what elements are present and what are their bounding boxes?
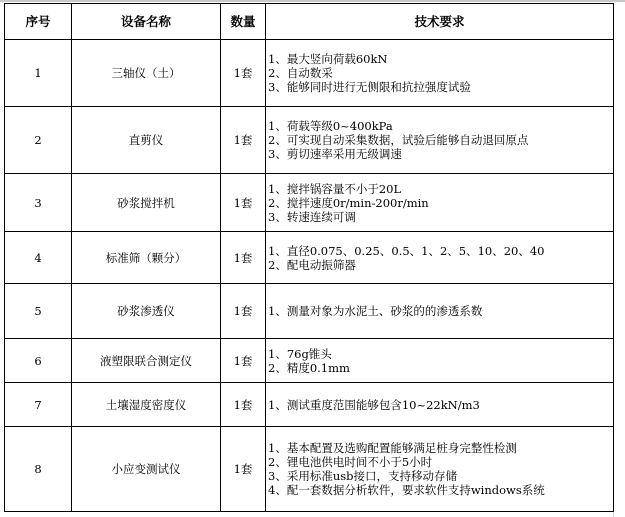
cell-requirements[interactable] [266, 427, 614, 512]
requirement-line: 1、测量对象为水泥土、砂浆的的渗透系数 [268, 304, 483, 318]
table-row [5, 107, 614, 174]
cell-qty[interactable]: 1套 [221, 232, 266, 284]
table-row [5, 427, 614, 512]
requirement-line: 2、锂电池供电时间不小于5小时 [268, 455, 433, 469]
cell-requirements[interactable] [266, 174, 614, 232]
cell-requirements[interactable] [266, 284, 614, 339]
requirement-line: 3、能够同时进行无侧限和抗拉强度试验 [268, 80, 471, 94]
cell-name[interactable]: 砂浆搅拌机 [72, 174, 221, 232]
cell-seq[interactable]: 6 [5, 339, 72, 383]
table-row [5, 174, 614, 232]
cell-qty[interactable]: 1套 [221, 284, 266, 339]
header-requirements[interactable]: 技术要求 [266, 4, 614, 40]
cell-seq[interactable]: 3 [5, 174, 72, 232]
requirement-line: 1、76g锥头 [268, 346, 332, 361]
requirement-line: 2、搅拌速度0r/min-200r/min [268, 195, 429, 210]
requirement-line: 2、精度0.1mm [268, 360, 350, 375]
cell-seq[interactable]: 4 [5, 232, 72, 284]
requirement-line: 3、剪切速率采用无级调速 [268, 147, 402, 161]
requirement-line: 2、配电动振筛器 [268, 257, 356, 272]
cell-qty[interactable]: 1套 [221, 339, 266, 383]
cell-name[interactable]: 直剪仪 [72, 107, 221, 174]
requirement-line: 2、可实现自动采集数据，试验后能够自动退回原点 [268, 133, 529, 147]
cell-seq[interactable]: 1 [5, 40, 72, 107]
table-row [5, 232, 614, 284]
cell-seq[interactable]: 2 [5, 107, 72, 174]
cell-qty[interactable]: 1套 [221, 383, 266, 427]
requirement-line: 1、搅拌锅容量不小于20L [268, 181, 402, 196]
requirement-line: 2、自动数采 [268, 66, 333, 80]
cell-name[interactable]: 砂浆渗透仪 [72, 284, 221, 339]
table-row [5, 383, 614, 427]
header-seq[interactable]: 序号 [5, 4, 72, 40]
requirement-line: 1、最大竖向荷载60kN [268, 52, 388, 66]
requirement-line: 3、采用标准usb接口，支持移动存储 [268, 469, 457, 483]
equipment-spec-table [4, 3, 614, 512]
header-qty[interactable]: 数量 [221, 4, 266, 40]
cell-requirements[interactable] [266, 383, 614, 427]
cell-requirements[interactable] [266, 107, 614, 174]
cell-seq[interactable]: 5 [5, 284, 72, 339]
requirement-line: 3、转速连续可调 [268, 209, 356, 224]
cell-requirements[interactable] [266, 40, 614, 107]
cell-seq[interactable]: 7 [5, 383, 72, 427]
header-name[interactable]: 设备名称 [72, 4, 221, 40]
requirement-line: 1、基本配置及选购配置能够满足桩身完整性检测 [268, 441, 517, 455]
table-row [5, 339, 614, 383]
top-divider [0, 0, 625, 2]
requirement-line: 1、测试重度范围能够包含10~22kN/m3 [268, 397, 480, 412]
cell-name[interactable]: 液塑限联合测定仪 [72, 339, 221, 383]
cell-name[interactable]: 标准筛（颗分） [72, 232, 221, 284]
cell-requirements[interactable] [266, 339, 614, 383]
cell-name[interactable]: 土壤湿度密度仪 [72, 383, 221, 427]
table-row [5, 40, 614, 107]
requirement-line: 4、配一套数据分析软件，要求软件支持windows系统 [268, 483, 545, 497]
header-row [5, 4, 614, 40]
cell-qty[interactable]: 1套 [221, 107, 266, 174]
cell-qty[interactable]: 1套 [221, 40, 266, 107]
requirement-line: 1、荷载等级0~400kPa [268, 119, 393, 133]
cell-qty[interactable]: 1套 [221, 174, 266, 232]
cell-qty[interactable]: 1套 [221, 427, 266, 512]
cell-name[interactable]: 三轴仪（土） [72, 40, 221, 107]
cell-name[interactable]: 小应变测试仪 [72, 427, 221, 512]
requirement-line: 1、直径0.075、0.25、0.5、1、2、5、10、20、40 [268, 243, 545, 258]
cell-seq[interactable]: 8 [5, 427, 72, 512]
table-row [5, 284, 614, 339]
cell-requirements[interactable] [266, 232, 614, 284]
